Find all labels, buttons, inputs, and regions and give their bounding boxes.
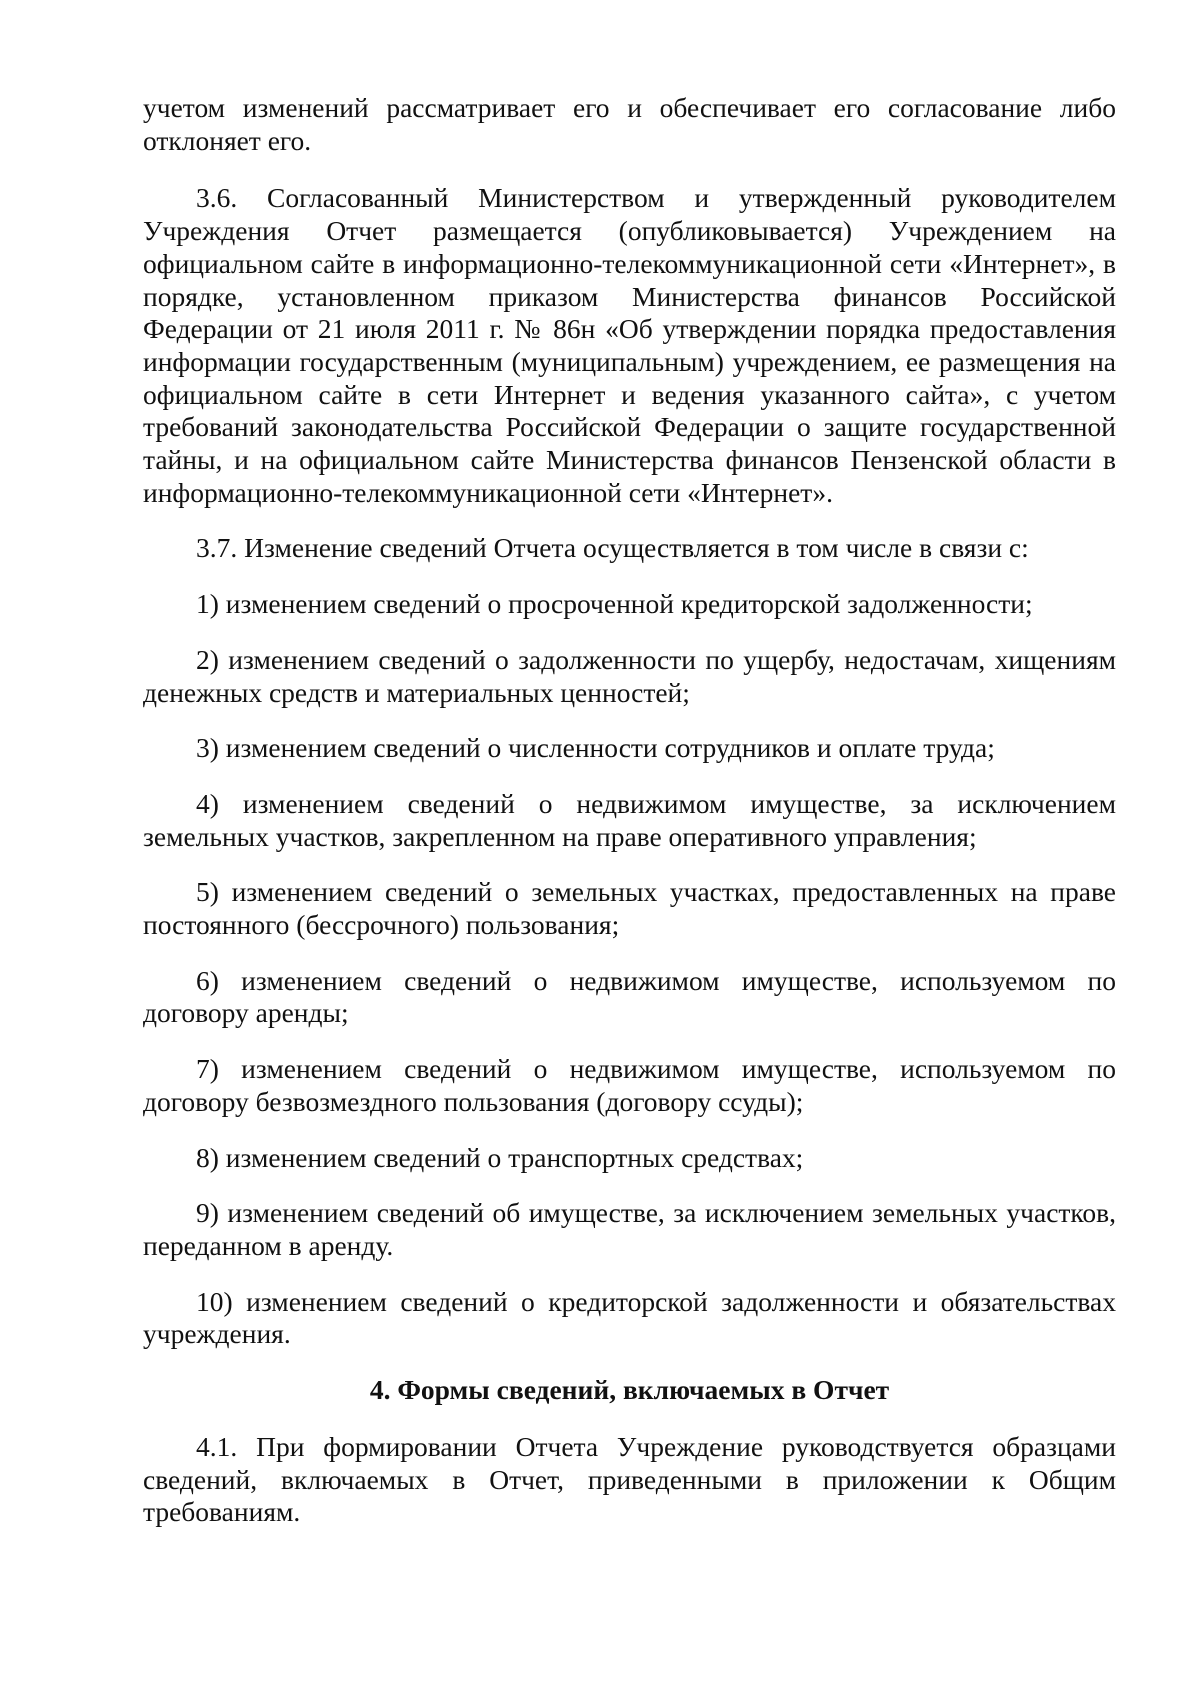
list-item-1: 1) изменением сведений о просроченной кредиторской задолженности; (196, 588, 1033, 620)
paragraph-intro: учетом изменений рассматривает его и обеспечивает его согласование либо отклоняет его. (143, 92, 1116, 156)
list-item-3: 3) изменением сведений о численности сотрудников и оплате труда; (196, 732, 995, 764)
list-item-2: 2) изменением сведений о задолженности по ущербу, недостачам, хищениям денежных средств и материальных ценностей; (143, 643, 1116, 708)
section-4-heading: 4. Формы сведений, включаемых в Отчет (369, 1374, 890, 1406)
list-item-9: 9) изменением сведений об имуществе, за исключением земельных участков, переданном в аренду. (143, 1197, 1116, 1261)
document-page (143, 92, 1116, 1552)
list-item-10: 10) изменением сведений о кредиторской задолженности и обязательствах учреждения. (143, 1285, 1116, 1350)
list-item-8: 8) изменением сведений о транспортных средствах; (196, 1141, 804, 1173)
list-item-4: 4) изменением сведений о недвижимом имуществе, за исключением земельных участков, закрепленном на праве оперативного управления; (143, 787, 1116, 852)
paragraph-3-6: 3.6. Согласованный Министерством и утвержденный руководителем Учреждения Отчет размещается (опубликовывается) Учреждением на официальном сайте в информационно-телекоммуникационной сети «Интернет», в порядке, установленном приказом Министерства финансов Российской Федерации от 21 июля 2011 г. № 86н «Об утверждении порядка предоставления информации государственным (муниципальным) учреждением, ее размещения на официальном сайте в сети Интернет и ведения указанного сайта», с учетом требований законодательства Российской Федерации о защите государственной тайны, и на официальном сайте Министерства финансов Пензенской области в информационно-телекоммуникационной сети «Интернет». (143, 182, 1116, 508)
list-item-6: 6) изменением сведений о недвижимом имуществе, используемом по договору аренды; (143, 964, 1116, 1029)
paragraph-3-7: 3.7. Изменение сведений Отчета осуществляется в том числе в связи с: (196, 532, 1029, 564)
list-item-7: 7) изменением сведений о недвижимом имуществе, используемом по договору безвозмездного пользования (договору ссуды); (143, 1053, 1116, 1117)
paragraph-4-1: 4.1. При формировании Отчета Учреждение руководствуется образцами сведений, включаемых в Отчет, приведенными в приложении к Общим требованиям. (143, 1430, 1116, 1528)
list-item-5: 5) изменением сведений о земельных участках, предоставленных на праве постоянного (бессрочного) пользования; (143, 876, 1116, 941)
